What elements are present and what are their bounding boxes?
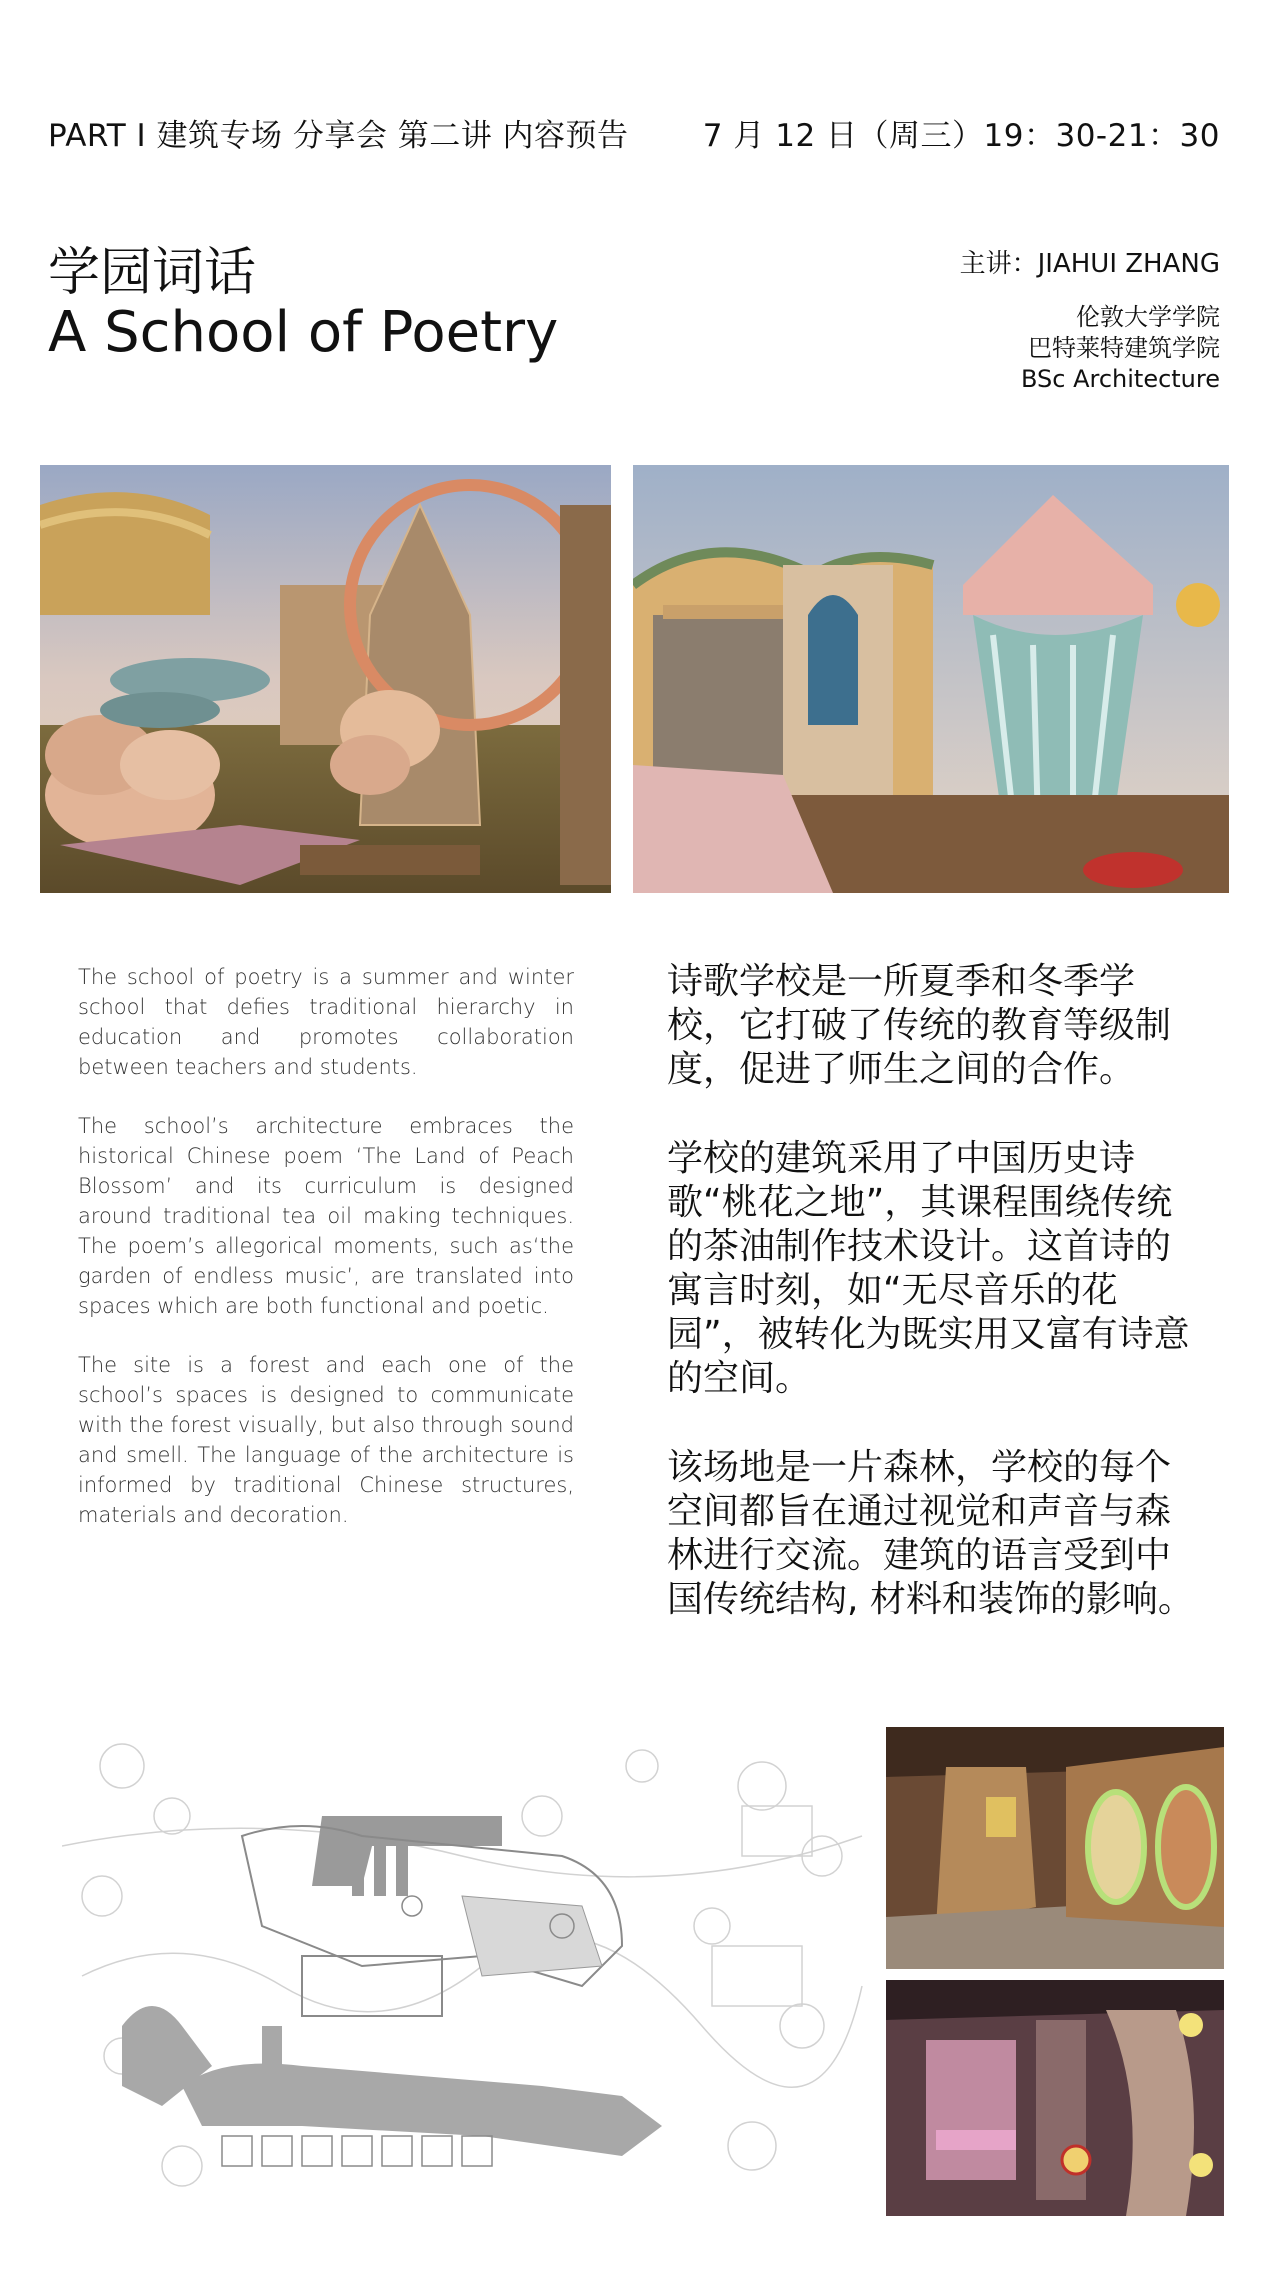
affiliation-line: BSc Architecture	[1020, 365, 1220, 393]
title-chinese: 学园词话	[48, 243, 257, 303]
event-date-time: 7 月 12 日（周三）19：30-21：30	[702, 118, 1220, 154]
interior-workshop-image	[886, 1980, 1224, 2216]
title-english: A School of Poetry	[48, 300, 559, 365]
affiliation-line: 巴特莱特建筑学院	[1028, 334, 1220, 362]
chinese-paragraph: 该场地是一片森林，学校的每个空间都旨在通过视觉和声音与森林进行交流。建筑的语言受到中国传统结构, 材料和装饰的影响。	[667, 1447, 1194, 1620]
chinese-paragraph: 学校的建筑采用了中国历史诗歌“桃花之地”，其课程围绕传统的茶油制作技术设计。这首诗的寓言时刻，如“无尽音乐的花园”，被转化为既实用又富有诗意的空间。	[667, 1138, 1190, 1399]
pavilion-render-image	[633, 465, 1229, 893]
english-paragraph: The school’s architecture embraces the historical Chinese poem ‘The Land of Peach Blossom’ and its curriculum is designed around traditional tea oil making techniques. The poem’s allegorical moments, such as‘the garden of endless music’, are translated into spaces which are both functional and poetic.	[78, 1114, 574, 1318]
english-paragraph: The site is a forest and each one of the school’s spaces is designed to communicate with the forest visually, but also through sound and smell. The language of the architecture is informed by traditional Chinese structures, materials and decoration.	[78, 1353, 574, 1527]
affiliation-line: 伦敦大学学院	[1076, 303, 1220, 331]
garden-render-image	[40, 465, 611, 893]
chinese-paragraph: 诗歌学校是一所夏季和冬季学校，它打破了传统的教育等级制度，促进了师生之间的合作。	[667, 961, 1172, 1090]
affiliation-block	[1021, 302, 1220, 395]
english-description	[78, 962, 574, 1559]
chinese-description	[667, 960, 1202, 1667]
interior-corridor-image	[886, 1727, 1224, 1969]
event-series-label: PART I 建筑专场 分享会 第二讲 内容预告	[48, 118, 629, 154]
english-paragraph: The school of poetry is a summer and winter school that defies traditional hierarchy in education and promotes collaboration between teachers and students.	[78, 965, 574, 1079]
speaker-label: 主讲：JIAHUI ZHANG	[959, 249, 1220, 279]
site-plan-drawing	[62, 1726, 882, 2216]
